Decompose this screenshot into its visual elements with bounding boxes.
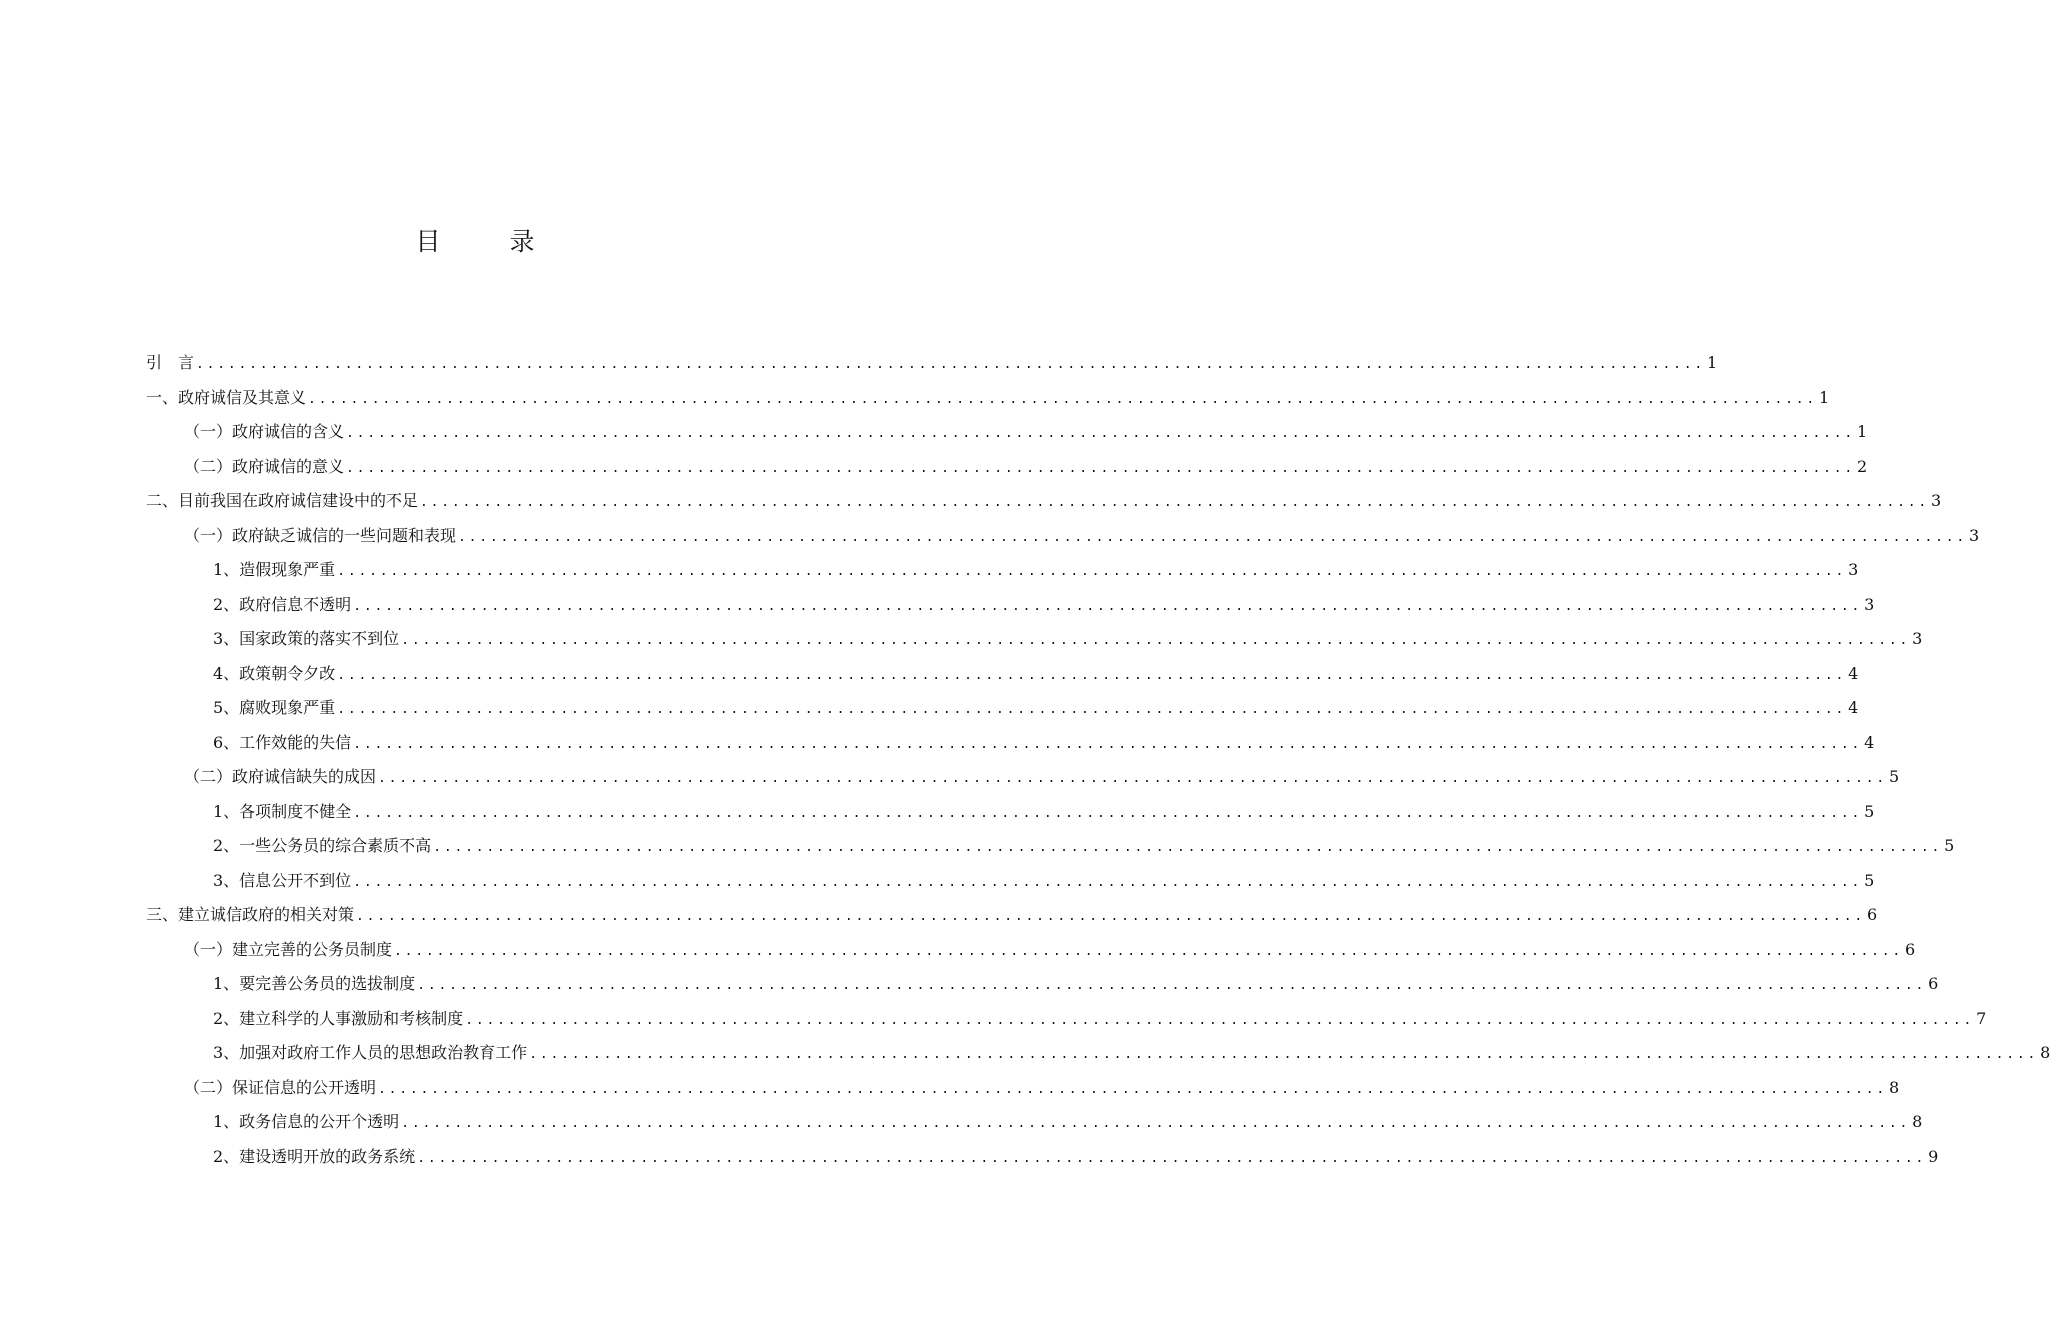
toc-entry-label: （一）政府缺乏诚信的一些问题和表现 (184, 525, 457, 545)
page-title: 目 录 (415, 227, 557, 256)
toc-entry[interactable] (146, 1036, 2050, 1071)
toc-page-number: 5 (1944, 836, 1955, 856)
toc-page-number: 1 (1707, 353, 1718, 373)
toc-page-number: 3 (1969, 525, 1980, 545)
toc-dot-leader: .............................................................................................................................................. (378, 1081, 1887, 1097)
toc-entry-label: 一、政府诚信及其意义 (146, 387, 307, 407)
toc-dot-leader: .............................................................................................................................................. (337, 667, 1847, 683)
toc-entry[interactable] (146, 346, 1718, 381)
toc-entry-label: （一）建立完善的公务员制度 (184, 939, 393, 959)
toc-dot-leader: .............................................................................................................................................. (401, 633, 1911, 649)
toc-entry-label: 引 言 (146, 353, 195, 373)
toc-page-number: 8 (1889, 1077, 1900, 1097)
toc-dot-leader: .............................................................................................................................................. (378, 771, 1887, 787)
toc-page-number: 4 (1848, 663, 1859, 683)
toc-entry[interactable] (146, 760, 1900, 795)
toc-entry[interactable] (146, 415, 1868, 450)
toc-page-number: 4 (1864, 732, 1875, 752)
toc-entry[interactable] (146, 726, 1875, 761)
toc-dot-leader: .............................................................................................................................................. (353, 874, 1863, 890)
toc-entry[interactable] (146, 1002, 1987, 1037)
toc-page-number: 3 (1931, 491, 1942, 511)
toc-page-number: 4 (1848, 698, 1859, 718)
toc-dot-leader: .............................................................................................................................................. (529, 1047, 2039, 1063)
toc-entry-label: 3、加强对政府工作人员的思想政治教育工作 (213, 1043, 528, 1063)
toc-entry[interactable] (146, 553, 1859, 588)
toc-entry-label: （一）政府诚信的含义 (184, 422, 345, 442)
toc-entry-label: 5、腐败现象严重 (213, 698, 336, 718)
toc-dot-leader: .............................................................................................................................................. (337, 702, 1847, 718)
toc-entry[interactable] (146, 898, 1878, 933)
table-of-contents (146, 346, 2050, 1174)
toc-dot-leader: .............................................................................................................................................. (458, 529, 1967, 545)
toc-entry-label: （二）保证信息的公开透明 (184, 1077, 377, 1097)
toc-page-number: 5 (1864, 870, 1875, 890)
toc-entry-label: 4、政策朝令夕改 (213, 663, 336, 683)
toc-page-number: 8 (2040, 1043, 2050, 1063)
toc-page-number: 8 (1912, 1112, 1923, 1132)
toc-entry[interactable] (146, 933, 1916, 968)
toc-entry[interactable] (146, 1071, 1900, 1106)
toc-entry[interactable] (146, 588, 1875, 623)
toc-dot-leader: .............................................................................................................................................. (346, 460, 1855, 476)
toc-page-number: 3 (1912, 629, 1923, 649)
toc-dot-leader: .............................................................................................................................................. (337, 564, 1847, 580)
toc-entry-label: （二）政府诚信缺失的成因 (184, 767, 377, 787)
toc-dot-leader: .............................................................................................................................................. (401, 1116, 1911, 1132)
toc-page-number: 9 (1928, 1146, 1939, 1166)
toc-entry-label: 二、目前我国在政府诚信建设中的不足 (146, 491, 419, 511)
toc-dot-leader: .............................................................................................................................................. (417, 1150, 1927, 1166)
toc-entry[interactable] (146, 484, 1942, 519)
toc-entry-label: 6、工作效能的失信 (213, 732, 352, 752)
toc-entry[interactable] (146, 691, 1859, 726)
toc-page-number: 2 (1857, 456, 1868, 476)
toc-page-number: 7 (1976, 1008, 1987, 1028)
toc-page-number: 1 (1819, 387, 1830, 407)
toc-dot-leader: .............................................................................................................................................. (353, 736, 1863, 752)
toc-entry[interactable] (146, 450, 1868, 485)
toc-entry-label: 三、建立诚信政府的相关对策 (146, 905, 355, 925)
toc-entry[interactable] (146, 1105, 1923, 1140)
toc-entry-label: 1、要完善公务员的选拔制度 (213, 974, 416, 994)
toc-dot-leader: .............................................................................................................................................. (308, 391, 1817, 407)
toc-entry-label: 1、各项制度不健全 (213, 801, 352, 821)
toc-page-number: 5 (1864, 801, 1875, 821)
toc-page-number: 6 (1905, 939, 1916, 959)
toc-page-number: 3 (1848, 560, 1859, 580)
toc-page-number: 5 (1889, 767, 1900, 787)
toc-dot-leader: .............................................................................................................................................. (417, 978, 1927, 994)
toc-entry[interactable] (146, 622, 1923, 657)
toc-dot-leader: .............................................................................................................................................. (433, 840, 1943, 856)
toc-page-number: 6 (1928, 974, 1939, 994)
toc-dot-leader: .............................................................................................................................................. (420, 495, 1929, 511)
toc-entry-label: 1、政务信息的公开个透明 (213, 1112, 400, 1132)
toc-page-number: 6 (1867, 905, 1878, 925)
toc-entry-label: （二）政府诚信的意义 (184, 456, 345, 476)
toc-dot-leader: .............................................................................................................................................. (353, 805, 1863, 821)
toc-entry[interactable] (146, 1140, 1939, 1175)
toc-entry-label: 3、信息公开不到位 (213, 870, 352, 890)
toc-entry-label: 2、建立科学的人事激励和考核制度 (213, 1008, 464, 1028)
toc-entry[interactable] (146, 795, 1875, 830)
toc-page-number: 1 (1857, 422, 1868, 442)
toc-entry-label: 1、造假现象严重 (213, 560, 336, 580)
toc-page-number: 3 (1864, 594, 1875, 614)
toc-dot-leader: .............................................................................................................................................. (353, 598, 1863, 614)
toc-dot-leader: .............................................................................................................................................. (346, 426, 1855, 442)
toc-entry[interactable] (146, 519, 1980, 554)
toc-entry-label: 2、政府信息不透明 (213, 594, 352, 614)
toc-entry[interactable] (146, 381, 1830, 416)
toc-entry[interactable] (146, 864, 1875, 899)
toc-dot-leader: .............................................................................................................................................. (394, 943, 1903, 959)
toc-dot-leader: .............................................................................................................................................. (196, 357, 1705, 373)
toc-entry-label: 3、国家政策的落实不到位 (213, 629, 400, 649)
toc-entry-label: 2、一些公务员的综合素质不高 (213, 836, 432, 856)
toc-entry-label: 2、建设透明开放的政务系统 (213, 1146, 416, 1166)
toc-dot-leader: .............................................................................................................................................. (356, 909, 1865, 925)
toc-dot-leader: .............................................................................................................................................. (465, 1012, 1975, 1028)
toc-entry[interactable] (146, 829, 1955, 864)
toc-entry[interactable] (146, 657, 1859, 692)
toc-entry[interactable] (146, 967, 1939, 1002)
